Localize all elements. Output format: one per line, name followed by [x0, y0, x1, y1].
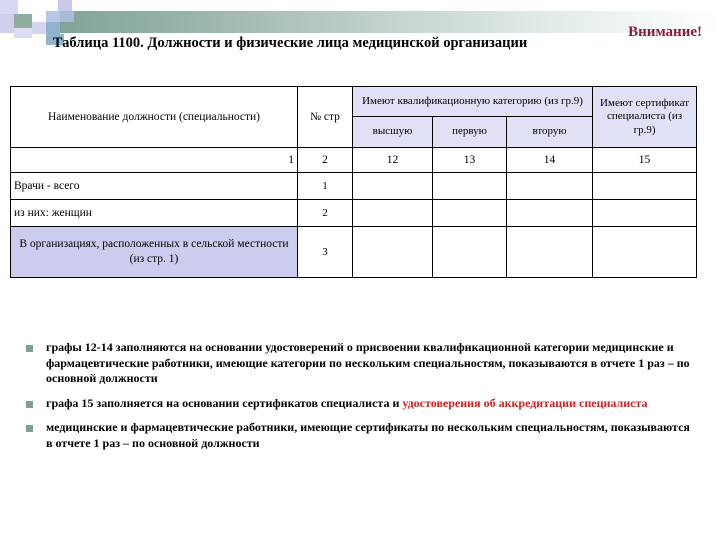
number-cell-1: 1: [11, 148, 298, 173]
table-number-row: [11, 148, 697, 173]
bullet-square-icon: [26, 401, 33, 408]
row-cert[interactable]: [593, 173, 697, 200]
row-first[interactable]: [433, 200, 507, 227]
header-sub-first: первую: [433, 117, 507, 148]
header-sub-high: высшую: [353, 117, 433, 148]
positions-table: [10, 86, 697, 278]
table-row: [11, 227, 697, 278]
number-cell-13: 13: [433, 148, 507, 173]
row-label: В организациях, расположенных в сельской местности (из стр. 1): [11, 227, 298, 278]
bullet-square-icon: [26, 425, 33, 432]
row-page: 2: [298, 200, 353, 227]
note-text: графы 12-14 заполняются на основании удостоверений о присвоении квалификационной категории медицинские и фармацевтические работники, имеющие категории по нескольким специальностям, показываются в отчете 1 раз – по основной должности: [46, 340, 690, 386]
row-label: из них: женщин: [11, 200, 298, 227]
decorative-square-10: [32, 22, 46, 34]
table-header-row-1: [11, 87, 697, 117]
number-cell-14: 14: [507, 148, 593, 173]
decorative-square-11: [46, 22, 60, 34]
row-cert[interactable]: [593, 227, 697, 278]
attention-label: Внимание!: [628, 24, 702, 40]
decorative-square-3: [58, 0, 72, 11]
note-text: медицинские и фармацевтические работники, имеющие сертификаты по нескольким специальностям, показываются в отчете 1 раз – по основной должности: [46, 420, 690, 450]
number-cell-15: 15: [593, 148, 697, 173]
decorative-square-5: [14, 14, 32, 28]
header-sub-second: вторую: [507, 117, 593, 148]
note-red-text: удостоверения об аккредитации специалиста: [402, 395, 648, 410]
table-row: [11, 200, 697, 227]
row-second[interactable]: [507, 173, 593, 200]
decorative-square-9: [14, 28, 32, 38]
row-cert[interactable]: [593, 200, 697, 227]
header-col-certificate: Имеют сертификат специалиста (из гр.9): [593, 87, 697, 148]
number-cell-2: 2: [298, 148, 353, 173]
row-page: 1: [298, 173, 353, 200]
row-second[interactable]: [507, 227, 593, 278]
decorative-square-6: [32, 11, 46, 22]
header-group-qualification: Имеют квалификационную категорию (из гр.9): [353, 87, 593, 117]
bullet-square-icon: [26, 345, 33, 352]
list-item: [22, 340, 698, 387]
row-high[interactable]: [353, 200, 433, 227]
list-item: [22, 396, 698, 412]
table-row: [11, 173, 697, 200]
row-page: 3: [298, 227, 353, 278]
decorative-square-0: [0, 0, 18, 14]
list-item: [22, 420, 698, 451]
row-second[interactable]: [507, 200, 593, 227]
row-first[interactable]: [433, 173, 507, 200]
page-title: Таблица 1100. Должности и физические лица медицинской организации: [52, 35, 528, 51]
decorative-square-4: [0, 14, 14, 33]
note-text: графа 15 заполняется на основании сертификатов специалиста и удостоверения об аккредитации специалиста: [46, 395, 648, 410]
decorative-square-7: [46, 11, 60, 22]
row-high[interactable]: [353, 173, 433, 200]
header-col-name: Наименование должности (специальности): [11, 87, 298, 148]
number-cell-12: 12: [353, 148, 433, 173]
banner-gradient-bar: [38, 11, 720, 33]
row-first[interactable]: [433, 227, 507, 278]
row-high[interactable]: [353, 227, 433, 278]
header-col-page: № стр: [298, 87, 353, 148]
decorative-square-8: [60, 11, 74, 22]
notes-list: [22, 340, 698, 461]
row-label: Врачи - всего: [11, 173, 298, 200]
